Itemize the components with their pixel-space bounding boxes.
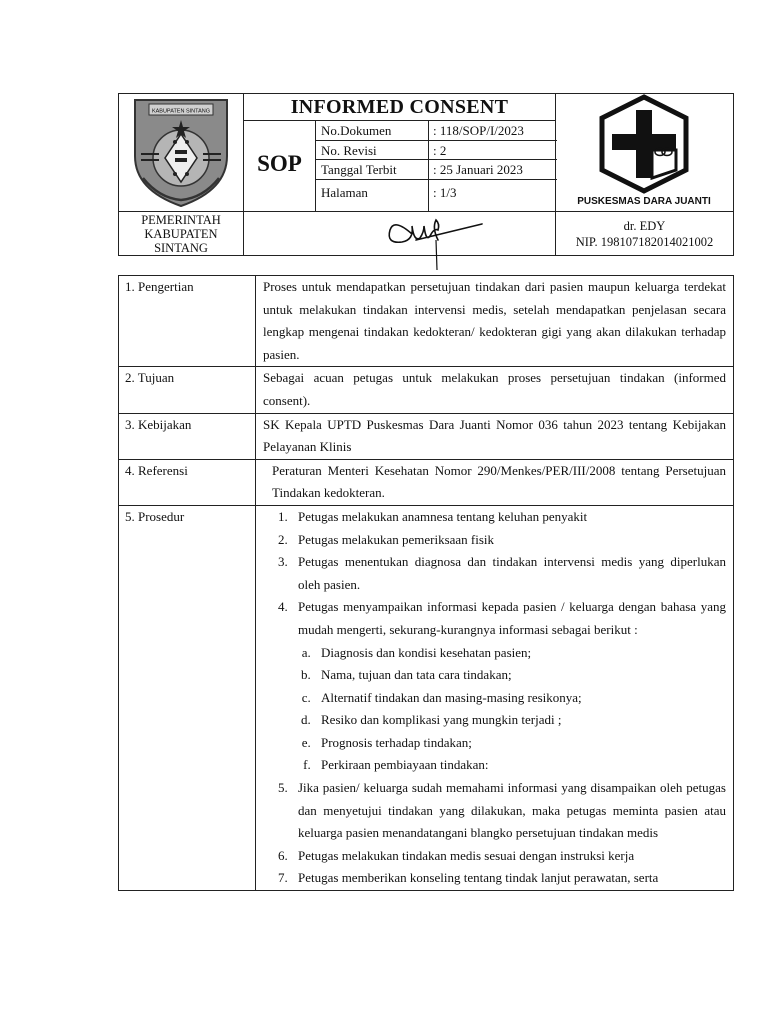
procedure-steps bbox=[263, 506, 726, 890]
sop-label: SOP bbox=[257, 151, 302, 176]
section-label: 1. Pengertian bbox=[119, 276, 256, 367]
government-cell bbox=[118, 211, 244, 256]
sub-item: b. Nama, tujuan dan tata cara tindakan; bbox=[314, 664, 726, 687]
sub-item: a. Diagnosis dan kondisi kesehatan pasien; bbox=[314, 642, 726, 665]
meta-key: Halaman bbox=[321, 185, 368, 200]
regency-logo-cell bbox=[118, 93, 244, 212]
section-label: 5. Prosedur bbox=[119, 505, 256, 890]
sub-item: c. Alternatif tindakan dan masing-masing resikonya; bbox=[314, 687, 726, 710]
head-of-puskesmas-cell bbox=[555, 211, 734, 256]
signature-cell bbox=[243, 211, 556, 256]
document-header bbox=[118, 93, 734, 256]
procedure-step: 2. Petugas melakukan pemeriksaan fisik bbox=[291, 529, 726, 552]
table-row-prosedur bbox=[119, 505, 734, 890]
gov-line: PEMERINTAH bbox=[141, 213, 221, 227]
document-title: INFORMED CONSENT bbox=[290, 96, 509, 118]
head-name: dr. EDY bbox=[623, 219, 666, 233]
meta-row-page bbox=[316, 180, 557, 211]
sub-item: d. Resiko dan komplikasi yang mungkin terjadi ; bbox=[314, 709, 726, 732]
procedure-step: 5. Jika pasien/ keluarga sudah memahami informasi yang disampaikan oleh petugas dan menyetujui tindakan yang dilakukan, maka petugas meminta pasien atau keluarga pasien menandatangani blangko persetujuan tindakan medis bbox=[291, 777, 726, 845]
procedure-step: 4. Petugas menyampaikan informasi kepada pasien / keluarga dengan bahasa yang mudah mengerti, sekurang-kurangnya informasi sebagai berikut : a. Diagnosis dan kondisi kesehatan pasien; b. Nama, tujuan dan tata cara tindakan; c. Alternatif tindakan dan masing-masing resikonya; d. Resiko dan komplikasi yang mungkin terjadi ; e. Prognosis terhadap tindakan; f. Perkiraan pembiayaan tindakan: bbox=[291, 596, 726, 777]
meta-row-document-number bbox=[316, 121, 557, 141]
information-sub-list bbox=[298, 642, 726, 778]
meta-key: No.Dokumen bbox=[321, 123, 392, 138]
table-row-referensi bbox=[119, 459, 734, 505]
kabupaten-sintang-emblem-icon bbox=[119, 94, 243, 211]
procedure-step: 3. Petugas menentukan diagnosa dan tindakan intervensi medis yang diperlukan oleh pasien. bbox=[291, 551, 726, 596]
meta-value: : 118/SOP/I/2023 bbox=[433, 123, 524, 138]
section-text: Peraturan Menteri Kesehatan Nomor 290/Menkes/PER/III/2008 tentang Persetujuan Tindakan kedokteran. bbox=[256, 459, 734, 505]
page-bottom-margin bbox=[118, 925, 736, 1025]
sop-cell bbox=[243, 120, 316, 212]
section-text: SK Kepala UPTD Puskesmas Dara Juanti Nomor 036 tahun 2023 tentang Kebijakan Pelayanan Klinis bbox=[256, 413, 734, 459]
title-cell bbox=[243, 93, 556, 121]
meta-row-revision bbox=[316, 141, 557, 160]
procedure-step: 1. Petugas melakukan anamnesa tentang keluhan penyakit bbox=[291, 506, 726, 529]
section-label: 4. Referensi bbox=[119, 459, 256, 505]
puskesmas-logo-cell bbox=[555, 93, 734, 212]
sub-item: f. Perkiraan pembiayaan tindakan: bbox=[314, 754, 726, 777]
table-row-pengertian bbox=[119, 276, 734, 367]
meta-value: : 2 bbox=[433, 143, 447, 158]
government-name bbox=[119, 213, 243, 255]
sub-item: e. Prognosis terhadap tindakan; bbox=[314, 732, 726, 755]
section-label: 3. Kebijakan bbox=[119, 413, 256, 459]
gov-line: SINTANG bbox=[154, 241, 208, 255]
procedure-step: 7. Petugas memberikan konseling tentang tindak lanjut perawatan, serta bbox=[291, 867, 726, 890]
head-of-puskesmas bbox=[556, 218, 733, 250]
table-row-kebijakan bbox=[119, 413, 734, 459]
emblem-banner-text: KABUPATEN SINTANG bbox=[151, 108, 211, 115]
meta-key: No. Revisi bbox=[321, 143, 377, 158]
meta-row-issue-date bbox=[316, 160, 557, 180]
gov-line: KABUPATEN bbox=[144, 227, 218, 241]
section-label: 2. Tujuan bbox=[119, 367, 256, 413]
meta-value: : 1/3 bbox=[433, 185, 457, 200]
section-text: Sebagai acuan petugas untuk melakukan proses persetujuan tindakan (informed consent). bbox=[256, 367, 734, 413]
document-meta-table bbox=[315, 120, 556, 212]
table-row-tujuan bbox=[119, 367, 734, 413]
puskesmas-name: PUSKESMAS DARA JUANTI bbox=[577, 196, 711, 207]
sop-content-table bbox=[118, 275, 734, 891]
procedure-cell bbox=[256, 505, 734, 890]
section-text: Proses untuk mendapatkan persetujuan tindakan dari pasien maupun keluarga terdekat untuk melakukan tindakan intervensi medis, setelah mendapatkan penjelasan secara lengkap mengenai tindakan kedokteran/ kedokteran gigi yang akan dilakukan terhadap pasien. bbox=[256, 276, 734, 367]
head-nip: NIP. 198107182014021002 bbox=[575, 235, 714, 249]
puskesmas-logo-icon bbox=[556, 94, 733, 211]
procedure-step: 6. Petugas melakukan tindakan medis sesuai dengan instruksi kerja bbox=[291, 845, 726, 868]
signature-icon bbox=[244, 212, 555, 272]
meta-key: Tanggal Terbit bbox=[321, 162, 397, 177]
meta-value: : 25 Januari 2023 bbox=[433, 162, 523, 177]
